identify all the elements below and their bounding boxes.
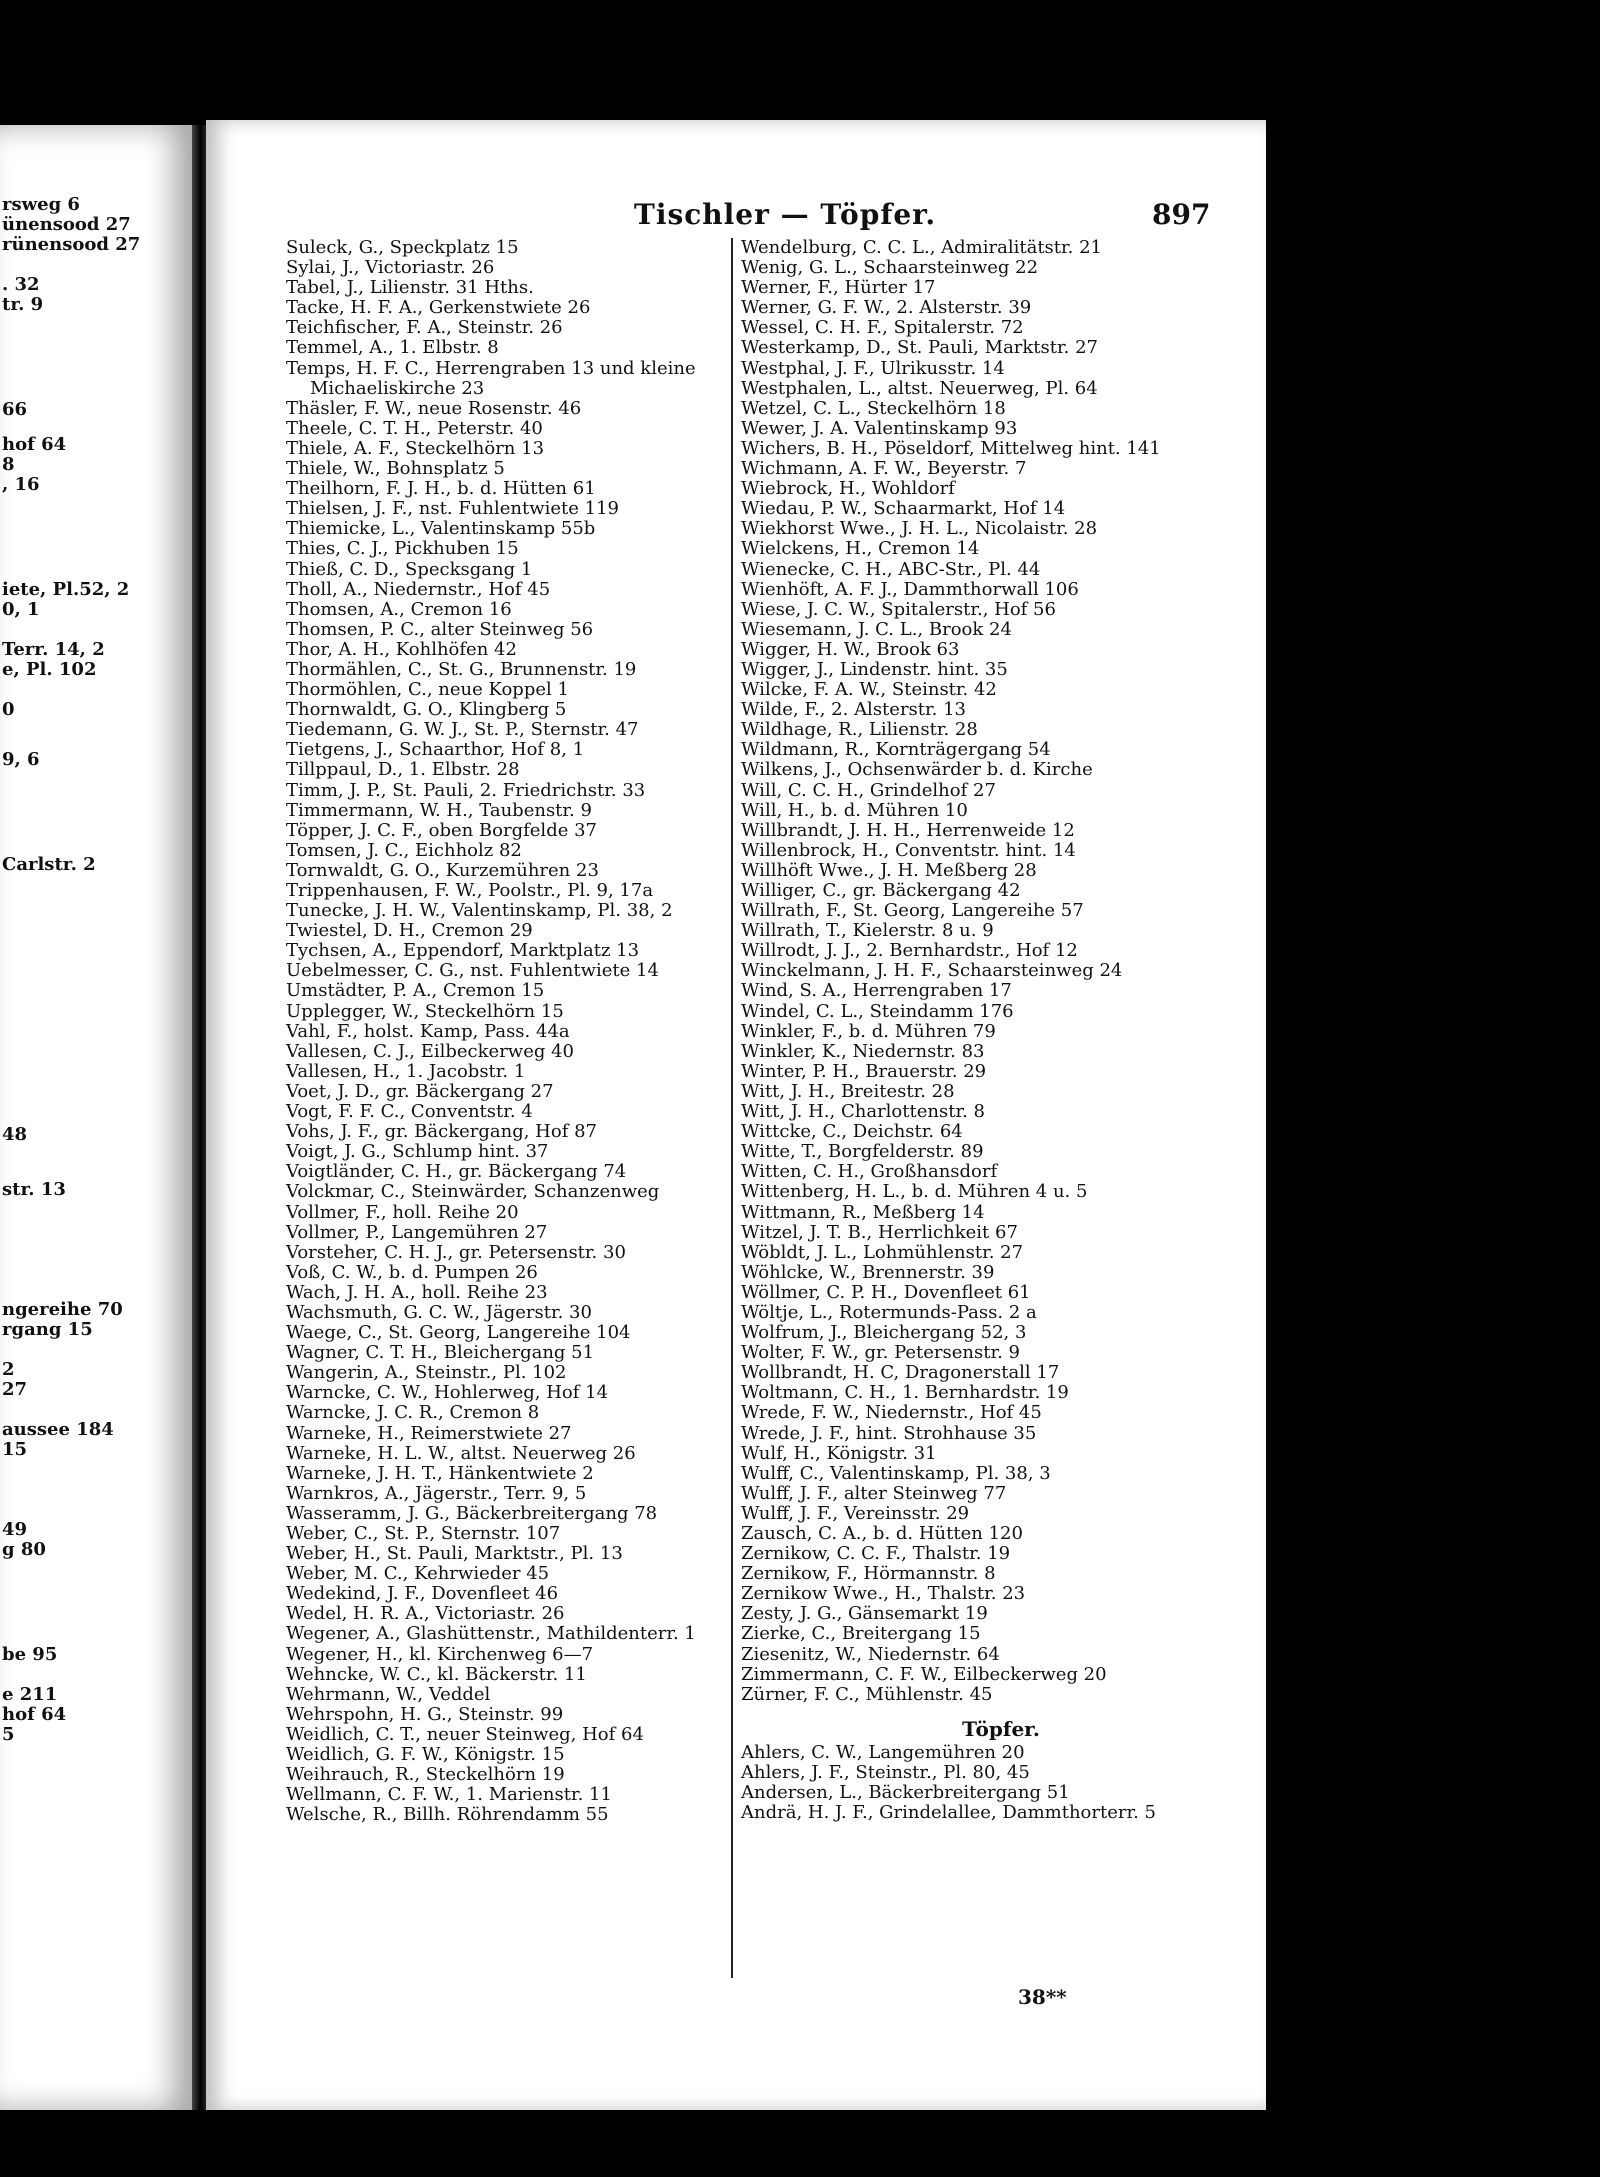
left-page-fragment: , 16 (2, 474, 40, 495)
directory-entry: Wildmann, R., Kornträgergang 54 (741, 739, 1051, 761)
page-number: 897 (1152, 198, 1211, 231)
directory-entry: Willrath, T., Kielerstr. 8 u. 9 (741, 920, 994, 942)
directory-entry: Ahlers, J. F., Steinstr., Pl. 80, 45 (741, 1762, 1030, 1784)
left-page-fragment: str. 13 (2, 1179, 66, 1200)
directory-entry: Zernikow, F., Hörmannstr. 8 (741, 1563, 996, 1585)
directory-entry: Trippenhausen, F. W., Poolstr., Pl. 9, 17a (286, 880, 654, 901)
directory-entry: Wöhlcke, W., Brennerstr. 39 (741, 1261, 995, 1283)
directory-entry: Willrodt, J. J., 2. Bernhardstr., Hof 12 (741, 940, 1078, 962)
directory-entry: Timmermann, W. H., Taubenstr. 9 (286, 799, 592, 821)
directory-entry: Umstädter, P. A., Cremon 15 (286, 980, 545, 1002)
directory-entry: Zürner, F. C., Mühlenstr. 45 (741, 1683, 993, 1705)
directory-entry: Wedekind, J. F., Dovenfleet 46 (286, 1583, 559, 1605)
directory-entry: Willrath, F., St. Georg, Langereihe 57 (741, 900, 1084, 922)
directory-entry: Westphalen, L., altst. Neuerweg, Pl. 64 (741, 377, 1098, 399)
left-page-fragment: 0, 1 (2, 599, 40, 620)
directory-entry: Witt, J. H., Charlottenstr. 8 (741, 1101, 985, 1123)
directory-entry: Thomsen, P. C., alter Steinweg 56 (286, 618, 594, 640)
directory-entry: Winkler, K., Niedernstr. 83 (741, 1040, 985, 1062)
directory-entry: Wulff, J. F., Vereinsstr. 29 (741, 1502, 970, 1524)
left-page-fragment: aussee 184 (2, 1419, 114, 1440)
directory-entry: Thiemicke, L., Valentinskamp 55b (286, 518, 596, 540)
directory-entry: Winkler, F., b. d. Mühren 79 (741, 1020, 996, 1042)
directory-entry: Wach, J. H. A., holl. Reihe 23 (286, 1281, 548, 1303)
directory-entry: Tacke, H. F. A., Gerkenstwiete 26 (286, 297, 591, 319)
directory-entry: Tunecke, J. H. W., Valentinskamp, Pl. 38, 2 (286, 900, 673, 922)
directory-entry: Tomsen, J. C., Eichholz 82 (286, 839, 522, 861)
directory-entry: Wolter, F. W., gr. Petersenstr. 9 (741, 1342, 1020, 1364)
directory-entry: Wiese, J. C. W., Spitalerstr., Hof 56 (741, 598, 1056, 620)
directory-entry: Vahl, F., holst. Kamp, Pass. 44a (286, 1020, 570, 1042)
directory-entry: Vallesen, H., 1. Jacobstr. 1 (286, 1060, 526, 1082)
left-page-fragment: tr. 9 (2, 294, 44, 315)
left-page-fragment: hof 64 (2, 434, 67, 455)
directory-entry: Tholl, A., Niedernstr., Hof 45 (286, 578, 551, 600)
directory-entry: Tillppaul, D., 1. Elbstr. 28 (286, 759, 520, 781)
directory-entry: Wewer, J. A. Valentinskamp 93 (741, 417, 1018, 439)
left-page-fragment: e, Pl. 102 (2, 659, 97, 680)
book-gutter (192, 125, 206, 2110)
directory-entry: Windel, C. L., Steindamm 176 (741, 1000, 1014, 1022)
directory-entry: Weber, M. C., Kehrwieder 45 (286, 1563, 550, 1585)
left-page-fragment: ünensood 27 (2, 214, 131, 235)
directory-entry: Voet, J. D., gr. Bäckergang 27 (286, 1080, 554, 1102)
directory-entry: Töpper, J. C. F., oben Borgfelde 37 (286, 819, 597, 841)
left-page-fragment: 8 (2, 454, 15, 475)
left-page-fragment: hof 64 (2, 1704, 67, 1725)
directory-entry: Zesty, J. G., Gänsemarkt 19 (741, 1603, 988, 1625)
directory-entry: Wulff, J. F., alter Steinweg 77 (741, 1482, 1007, 1504)
directory-entry: Wittenberg, H. L., b. d. Mühren 4 u. 5 (741, 1181, 1088, 1203)
left-page-fragment: 2 (2, 1359, 15, 1380)
directory-entry: Waege, C., St. Georg, Langereihe 104 (286, 1322, 631, 1344)
directory-entry: Wrede, F. W., Niedernstr., Hof 45 (741, 1402, 1042, 1424)
directory-entry: Thomsen, A., Cremon 16 (286, 598, 512, 620)
directory-entry: Witt, J. H., Breitestr. 28 (741, 1080, 955, 1102)
left-page-fragment: iete, Pl.52, 2 (2, 579, 130, 600)
directory-entry: Wilde, F., 2. Alsterstr. 13 (741, 699, 966, 721)
directory-entry: Wessel, C. H. F., Spitalerstr. 72 (741, 317, 1024, 339)
left-page-edge (0, 125, 192, 2110)
left-page-fragment: e 211 (2, 1684, 58, 1705)
directory-entry: Weihrauch, R., Steckelhörn 19 (286, 1764, 565, 1786)
directory-entry: Zimmermann, C. F. W., Eilbeckerweg 20 (741, 1663, 1107, 1685)
directory-entry: Andrä, H. J. F., Grindelallee, Dammthorterr. 5 (741, 1802, 1156, 1824)
directory-entry: Zernikow Wwe., H., Thalstr. 23 (741, 1583, 1026, 1605)
directory-entry: Warncke, C. W., Hohlerweg, Hof 14 (286, 1382, 609, 1404)
directory-entry: Wildhage, R., Lilienstr. 28 (741, 719, 978, 741)
directory-entry: Winter, P. H., Brauerstr. 29 (741, 1060, 987, 1082)
directory-entry: Winckelmann, J. H. F., Schaarsteinweg 24 (741, 960, 1123, 982)
directory-entry: Sylai, J., Victoriastr. 26 (286, 257, 495, 279)
column-divider (731, 238, 733, 1978)
directory-entry: Witte, T., Borgfelderstr. 89 (741, 1141, 984, 1163)
directory-entry: Will, H., b. d. Mühren 10 (741, 799, 968, 821)
directory-entry: Welsche, R., Billh. Röhrendamm 55 (286, 1804, 609, 1826)
left-page-fragment: ngereihe 70 (2, 1299, 123, 1320)
directory-entry: Temmel, A., 1. Elbstr. 8 (286, 337, 499, 359)
directory-entry: Willbrandt, J. H. H., Herrenweide 12 (741, 819, 1075, 841)
directory-entry: Wegener, H., kl. Kirchenweg 6—7 (286, 1643, 594, 1665)
left-page-fragment: . 32 (2, 274, 40, 295)
directory-entry: Wöltje, L., Rotermunds-Pass. 2 a (741, 1301, 1037, 1323)
directory-entry: Vollmer, P., Langemühren 27 (286, 1221, 548, 1243)
page-header-title: Tischler — Töpfer. (634, 198, 937, 231)
left-page-fragment: 9, 6 (2, 749, 40, 770)
directory-entry: Wichmann, A. F. W., Beyerstr. 7 (741, 458, 1027, 480)
directory-entry: Zierke, C., Breitergang 15 (741, 1623, 981, 1645)
directory-entry: Wilkens, J., Ochsenwärder b. d. Kirche (741, 759, 1093, 781)
directory-entry: Wittcke, C., Deichstr. 64 (741, 1121, 963, 1143)
directory-entry: Wachsmuth, G. C. W., Jägerstr. 30 (286, 1301, 592, 1323)
left-column (286, 238, 806, 1825)
directory-entry: Warnkros, A., Jägerstr., Terr. 9, 5 (286, 1482, 587, 1504)
directory-entry: Vogt, F. F. C., Conventstr. 4 (286, 1101, 533, 1123)
directory-entry: Warneke, H., Reimerstwiete 27 (286, 1422, 572, 1444)
directory-entry: Werner, F., Hürter 17 (741, 277, 936, 299)
directory-entry: Ahlers, C. W., Langemühren 20 (741, 1741, 1025, 1763)
directory-entry: Thornwaldt, G. O., Klingberg 5 (286, 699, 567, 721)
directory-entry: Thiele, W., Bohnsplatz 5 (286, 458, 505, 480)
directory-entry: Theele, C. T. H., Peterstr. 40 (286, 417, 543, 439)
directory-entry: Zernikow, C. C. F., Thalstr. 19 (741, 1543, 1011, 1565)
directory-entry: Temps, H. F. C., Herrengraben 13 und kleine (286, 357, 696, 379)
directory-entry: Tornwaldt, G. O., Kurzemühren 23 (286, 859, 599, 881)
directory-entry: Wedel, H. R. A., Victoriastr. 26 (286, 1603, 565, 1625)
left-page-fragment: 49 (2, 1519, 28, 1540)
left-page-fragment: be 95 (2, 1644, 58, 1665)
directory-entry: Upplegger, W., Steckelhörn 15 (286, 1000, 564, 1022)
directory-entry: Westerkamp, D., St. Pauli, Marktstr. 27 (741, 337, 1098, 359)
directory-entry: Warneke, J. H. T., Hänkentwiete 2 (286, 1462, 594, 1484)
directory-entry: Voß, C. W., b. d. Pumpen 26 (286, 1261, 538, 1283)
directory-entry: Teichfischer, F. A., Steinstr. 26 (286, 317, 563, 339)
directory-entry: Wiedau, P. W., Schaarmarkt, Hof 14 (741, 498, 1066, 520)
directory-entry: Wolfrum, J., Bleichergang 52, 3 (741, 1322, 1027, 1344)
directory-entry: Wiesemann, J. C. L., Brook 24 (741, 618, 1012, 640)
left-page-fragment: 66 (2, 399, 28, 420)
directory-entry: Wollbrandt, H. C, Dragonerstall 17 (741, 1362, 1060, 1384)
directory-entry: Zausch, C. A., b. d. Hütten 120 (741, 1523, 1023, 1544)
directory-entry: Wigger, J., Lindenstr. hint. 35 (741, 658, 1008, 680)
directory-entry: Willenbrock, H., Conventstr. hint. 14 (741, 839, 1076, 861)
directory-entry: Wehncke, W. C., kl. Bäckerstr. 11 (286, 1663, 587, 1685)
directory-entry: Woltmann, C. H., 1. Bernhardstr. 19 (741, 1382, 1069, 1404)
left-page-fragment: rgang 15 (2, 1319, 93, 1340)
directory-entry: Tychsen, A., Eppendorf, Marktplatz 13 (286, 940, 640, 962)
directory-entry: Vorsteher, C. H. J., gr. Petersenstr. 30 (286, 1241, 626, 1263)
directory-entry: Thies, C. J., Pickhuben 15 (286, 538, 519, 560)
section-heading-toepfer: Töpfer. (962, 1716, 1040, 1741)
directory-entry: Wagner, C. T. H., Bleichergang 51 (286, 1342, 595, 1364)
directory-entry: Volckmar, C., Steinwärder, Schanzenweg (286, 1181, 660, 1203)
directory-entry: Uebelmesser, C. G., nst. Fuhlentwiete 14 (286, 960, 659, 982)
directory-entry: Tabel, J., Lilienstr. 31 Hths. (286, 277, 534, 299)
directory-entry: Wendelburg, C. C. L., Admiralitätstr. 21 (741, 237, 1103, 258)
directory-entry: Thiele, A. F., Steckelhörn 13 (286, 437, 545, 459)
directory-entry: Wenig, G. L., Schaarsteinweg 22 (741, 257, 1039, 279)
directory-entry: Willhöft Wwe., J. H. Meßberg 28 (741, 859, 1037, 881)
directory-entry: Wulf, H., Königstr. 31 (741, 1442, 937, 1464)
directory-entry: Theilhorn, F. J. H., b. d. Hütten 61 (286, 478, 596, 500)
directory-entry: Warncke, J. C. R., Cremon 8 (286, 1402, 540, 1424)
left-page-fragment: 48 (2, 1124, 28, 1145)
directory-entry: Twiestel, D. H., Cremon 29 (286, 920, 533, 942)
directory-entry: Witzel, J. T. B., Herrlichkeit 67 (741, 1221, 1018, 1243)
directory-entry: Wangerin, A., Steinstr., Pl. 102 (286, 1362, 567, 1384)
directory-entry: Wigger, H. W., Brook 63 (741, 638, 960, 660)
directory-entry: Ziesenitz, W., Niedernstr. 64 (741, 1643, 1000, 1665)
left-page-fragment: rsweg 6 (2, 194, 80, 215)
directory-entry: Wiekhorst Wwe., J. H. L., Nicolaistr. 28 (741, 518, 1098, 540)
directory-entry: Wienhöft, A. F. J., Dammthorwall 106 (741, 578, 1079, 600)
directory-entry: Will, C. C. H., Grindelhof 27 (741, 779, 996, 801)
directory-entry: Weidlich, C. T., neuer Steinweg, Hof 64 (286, 1723, 644, 1745)
left-page-fragment: 0 (2, 699, 15, 720)
directory-entry: Thielsen, J. F., nst. Fuhlentwiete 119 (286, 498, 619, 520)
directory-entry: Timm, J. P., St. Pauli, 2. Friedrichstr. 33 (286, 779, 646, 801)
directory-entry: Wulff, C., Valentinskamp, Pl. 38, 3 (741, 1462, 1051, 1484)
directory-entry: Wiebrock, H., Wohldorf (741, 478, 955, 500)
directory-entry: Wehrmann, W., Veddel (286, 1683, 491, 1705)
directory-entry: Warneke, H. L. W., altst. Neuerweg 26 (286, 1442, 636, 1464)
directory-entry: Wielckens, H., Cremon 14 (741, 538, 980, 560)
right-page (206, 120, 1266, 2110)
directory-entry: Witten, C. H., Großhansdorf (741, 1161, 998, 1183)
directory-entry: Werner, G. F. W., 2. Alsterstr. 39 (741, 297, 1032, 319)
directory-entry: Vallesen, C. J., Eilbeckerweg 40 (286, 1040, 575, 1062)
directory-entry: Vollmer, F., holl. Reihe 20 (286, 1201, 519, 1223)
signature-mark: 38** (1018, 1985, 1067, 2009)
directory-entry: Thieß, C. D., Specksgang 1 (286, 558, 533, 580)
left-page-fragment: 27 (2, 1379, 28, 1400)
directory-entry: Thormöhlen, C., neue Koppel 1 (286, 679, 569, 701)
left-page-fragment: Carlstr. 2 (2, 854, 96, 875)
directory-entry: Wind, S. A., Herrengraben 17 (741, 980, 1012, 1002)
directory-entry: Wrede, J. F., hint. Strohhause 35 (741, 1422, 1037, 1444)
directory-entry: Vohs, J. F., gr. Bäckergang, Hof 87 (286, 1121, 598, 1143)
directory-entry: Wetzel, C. L., Steckelhörn 18 (741, 397, 1006, 419)
left-page-fragment: rünensood 27 (2, 234, 141, 255)
directory-entry: Westphal, J. F., Ulrikusstr. 14 (741, 357, 1005, 379)
directory-entry: Weidlich, G. F. W., Königstr. 15 (286, 1744, 565, 1766)
right-column (741, 238, 1261, 1823)
directory-entry: Michaeliskirche 23 (310, 377, 485, 399)
left-page-fragment: 5 (2, 1724, 15, 1745)
left-page-fragment: 15 (2, 1439, 28, 1460)
left-page-fragment: Terr. 14, 2 (2, 639, 105, 660)
directory-entry: Thormählen, C., St. G., Brunnenstr. 19 (286, 658, 637, 680)
directory-entry: Andersen, L., Bäckerbreitergang 51 (741, 1782, 1070, 1804)
directory-entry: Wichers, B. H., Pöseldorf, Mittelweg hint. 141 (741, 437, 1161, 459)
directory-entry: Suleck, G., Speckplatz 15 (286, 237, 519, 258)
directory-entry: Wehrspohn, H. G., Steinstr. 99 (286, 1703, 564, 1725)
left-page-fragment: g 80 (2, 1539, 46, 1560)
directory-entry: Thor, A. H., Kohlhöfen 42 (286, 638, 517, 660)
directory-entry: Wienecke, C. H., ABC-Str., Pl. 44 (741, 558, 1041, 580)
directory-entry: Williger, C., gr. Bäckergang 42 (741, 880, 1021, 901)
directory-entry: Weber, C., St. P., Sternstr. 107 (286, 1523, 561, 1544)
directory-entry: Wittmann, R., Meßberg 14 (741, 1201, 985, 1223)
directory-entry: Weber, H., St. Pauli, Marktstr., Pl. 13 (286, 1543, 623, 1565)
directory-entry: Voigt, J. G., Schlump hint. 37 (286, 1141, 549, 1163)
directory-entry: Wasseramm, J. G., Bäckerbreitergang 78 (286, 1502, 658, 1524)
directory-entry: Thäsler, F. W., neue Rosenstr. 46 (286, 397, 582, 419)
directory-entry: Wöllmer, C. P. H., Dovenfleet 61 (741, 1281, 1031, 1303)
directory-entry: Tietgens, J., Schaarthor, Hof 8, 1 (286, 739, 585, 761)
directory-entry: Wilcke, F. A. W., Steinstr. 42 (741, 679, 997, 701)
directory-entry: Wegener, A., Glashüttenstr., Mathildenterr. 1 (286, 1623, 696, 1645)
directory-entry: Voigtländer, C. H., gr. Bäckergang 74 (286, 1161, 627, 1183)
directory-entry: Wellmann, C. F. W., 1. Marienstr. 11 (286, 1784, 612, 1806)
directory-entry: Wöbldt, J. L., Lohmühlenstr. 27 (741, 1241, 1024, 1263)
directory-entry: Tiedemann, G. W. J., St. P., Sternstr. 47 (286, 719, 639, 741)
